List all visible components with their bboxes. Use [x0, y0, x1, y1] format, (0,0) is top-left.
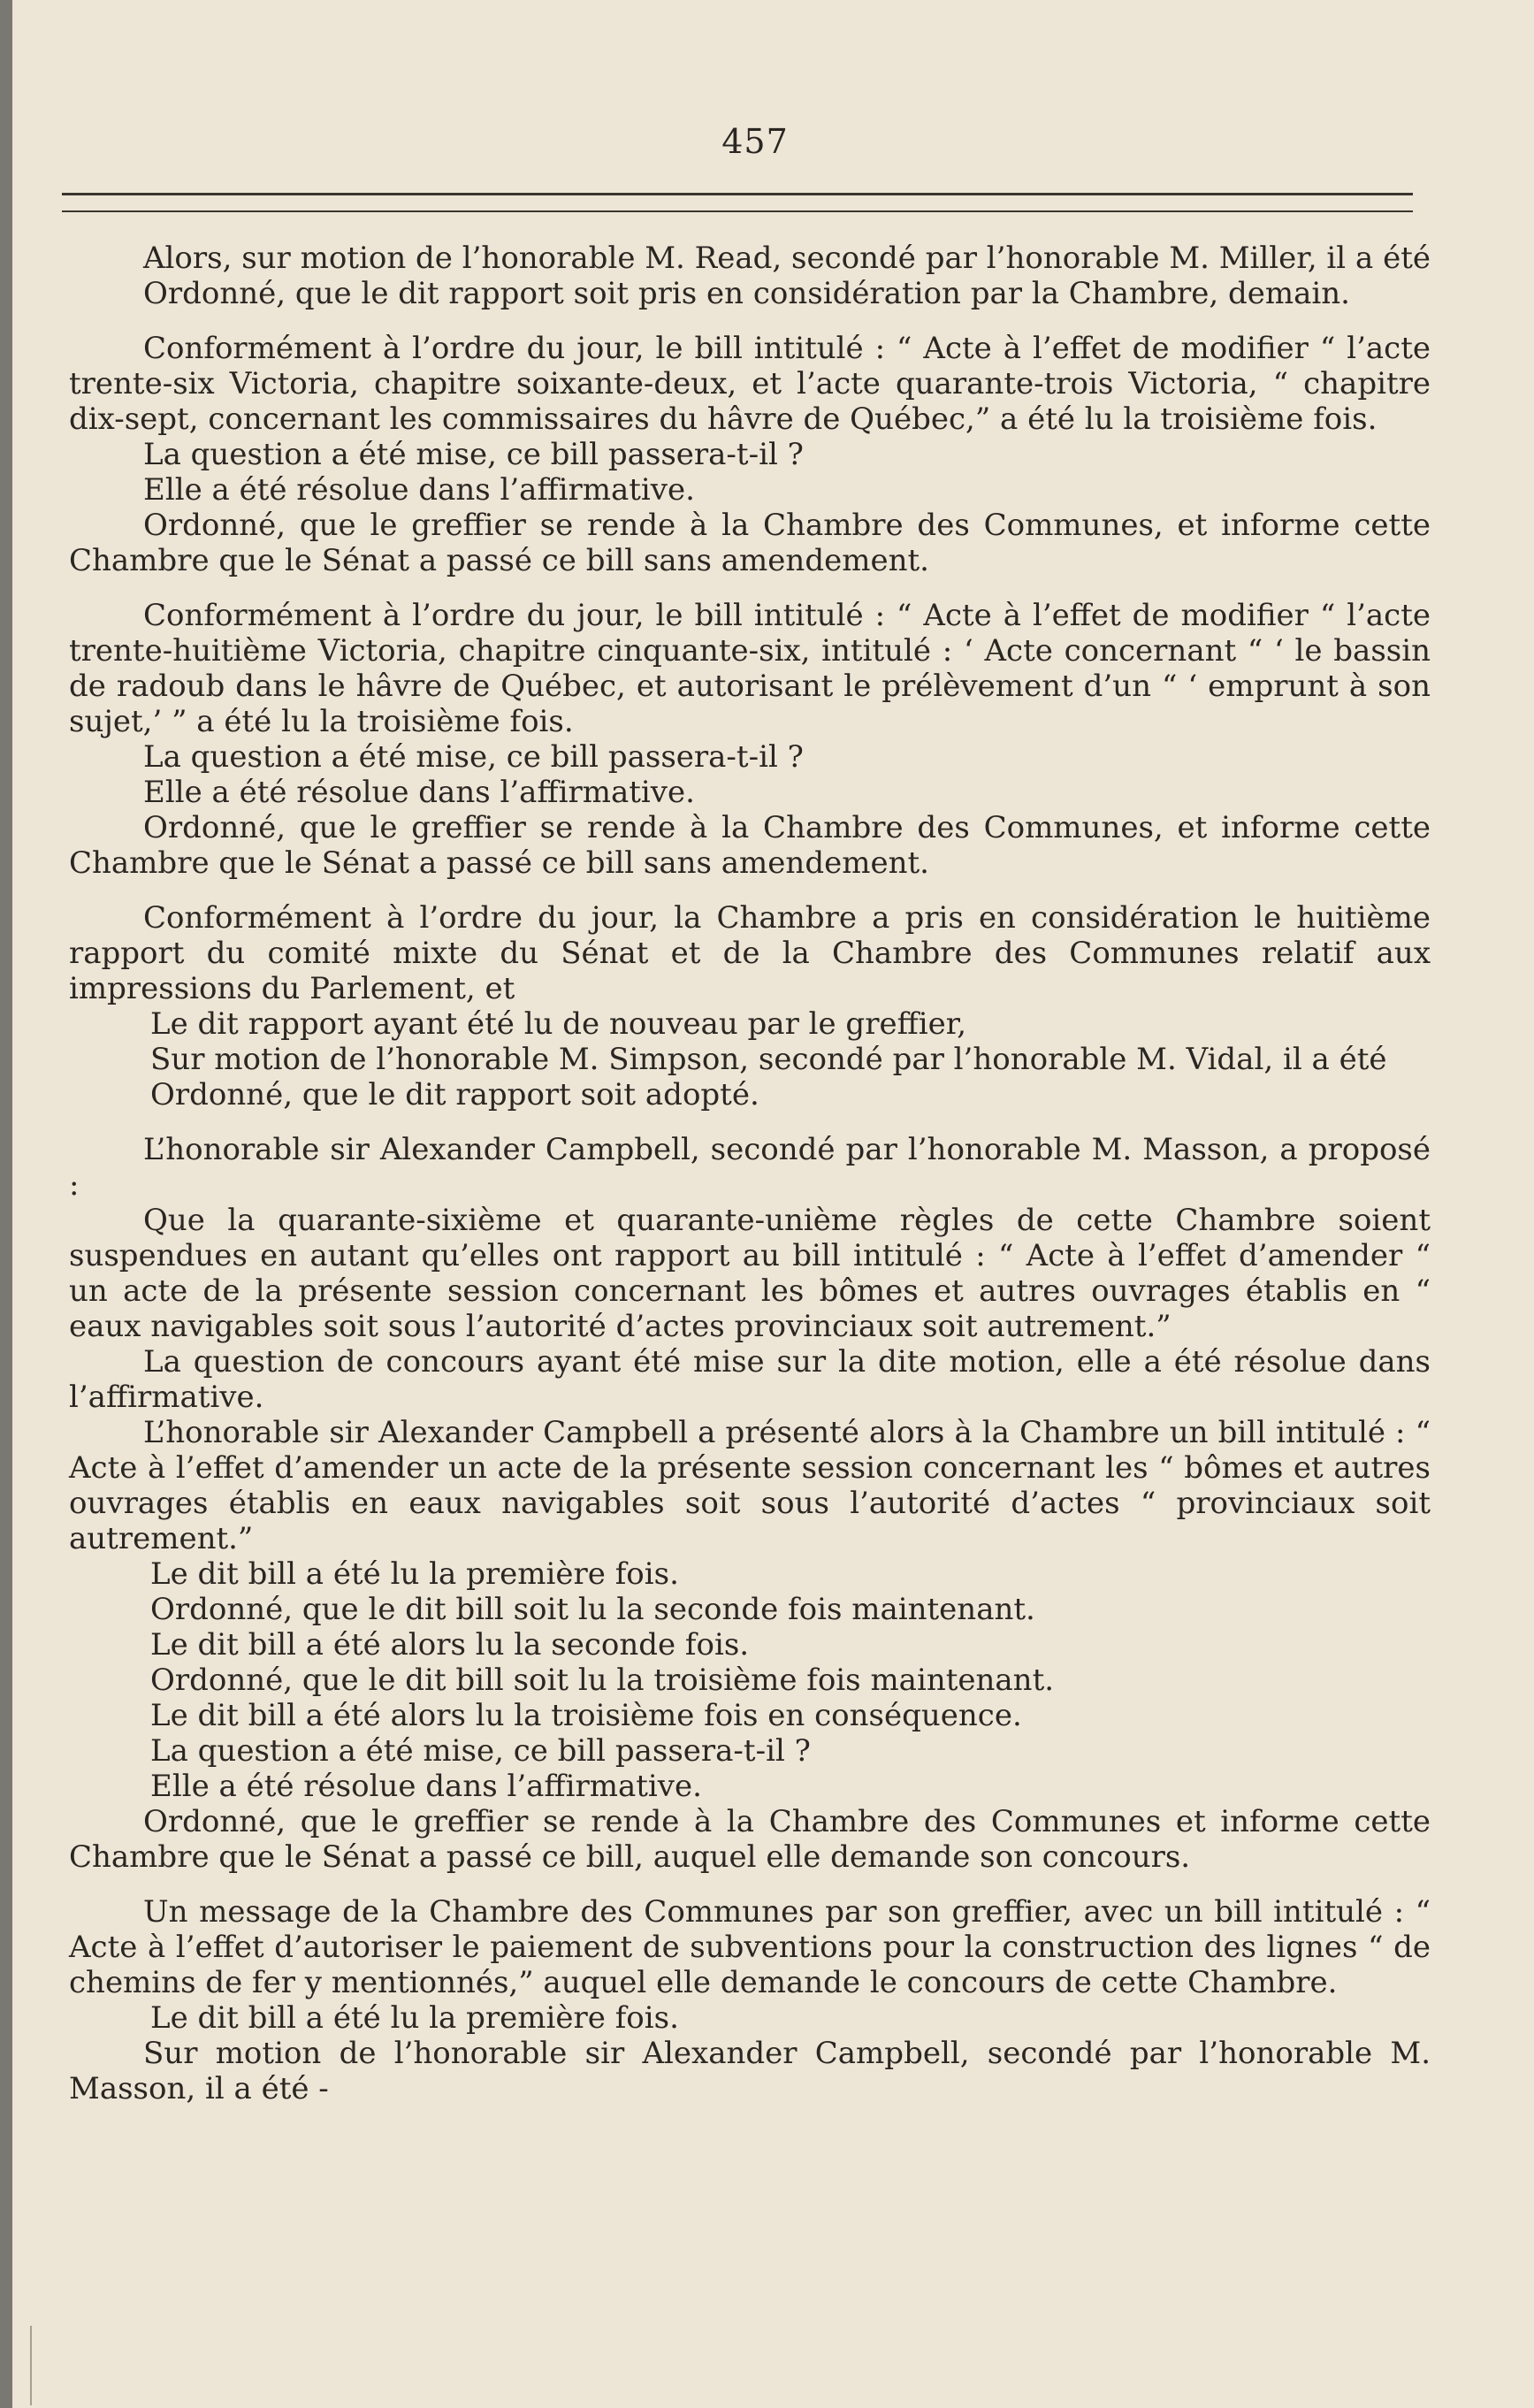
paragraph: L’honorable sir Alexander Campbell a présenté alors à la Chambre un bill intitulé : “ Acte à l’effet d’amender un acte de la présente session concernant les “ bômes et autres ouvrages établis en eaux navigables soit sous l’autorité d’actes “ provinciaux soit autrement.”	[69, 1415, 1431, 1556]
paragraph: Elle a été résolue dans l’affirmative.	[150, 1769, 702, 1804]
paragraph: La question a été mise, ce bill passera-t-il ?	[143, 437, 804, 472]
paragraph: Conformément à l’ordre du jour, le bill intitulé : “ Acte à l’effet de modifier “ l’acte trente-huitième Victoria, chapitre cinquante-six, intitulé : ‘ Acte concernant “ ‘ le bassin de radoub dans le hâvre de Québec, et autorisant le prélèvement d’un “ ‘ emprunt à son sujet,’ ” a été lu la troisième fois.	[69, 598, 1431, 739]
paragraph: La question a été mise, ce bill passera-t-il ?	[150, 1733, 811, 1769]
paragraph: Que la quarante-sixième et quarante-unième règles de cette Chambre soient suspendues en autant qu’elles ont rapport au bill intitulé : “ Acte à l’effet d’amender “ un acte de la présente session concernant les bômes et autres ouvrages établis en “ eaux navigables soit sous l’autorité d’actes provinciaux soit autrement.”	[69, 1203, 1431, 1344]
paragraph: La question a été mise, ce bill passera-t-il ?	[143, 739, 804, 775]
body-text	[69, 241, 1431, 2106]
paragraph: Alors, sur motion de l’honorable M. Read, secondé par l’honorable M. Miller, il a été	[143, 241, 1431, 276]
paragraph: Ordonné, que le greffier se rende à la Chambre des Communes et informe cette Chambre que le Sénat a passé ce bill, auquel elle demande son concours.	[69, 1804, 1431, 1875]
paragraph: Elle a été résolue dans l’affirmative.	[143, 775, 695, 810]
paragraph: La question de concours ayant été mise sur la dite motion, elle a été résolue dans l’affirmative.	[69, 1344, 1431, 1415]
paragraph: Le dit bill a été alors lu la seconde fois.	[150, 1627, 750, 1663]
paragraph: Ordonné, que le dit bill soit lu la troisième fois maintenant.	[150, 1663, 1055, 1698]
paragraph: L’honorable sir Alexander Campbell, secondé par l’honorable M. Masson, a proposé :	[69, 1132, 1431, 1203]
paragraph: Ordonné, que le dit rapport soit pris en considération par la Chambre, demain.	[143, 276, 1350, 311]
paragraph: Ordonné, que le greffier se rende à la Chambre des Communes, et informe cette Chambre que le Sénat a passé ce bill sans amendement.	[69, 508, 1431, 578]
paragraph: Conformément à l’ordre du jour, le bill intitulé : “ Acte à l’effet de modifier “ l’acte trente-six Victoria, chapitre soixante-deux, et l’acte quarante-trois Victoria, “ chapitre dix-sept, concernant les commissaires du hâvre de Québec,” a été lu la troisième fois.	[69, 331, 1431, 437]
paragraph: Le dit bill a été alors lu la troisième fois en conséquence.	[150, 1698, 1022, 1733]
paragraph: Ordonné, que le dit rapport soit adopté.	[150, 1077, 759, 1112]
document-page	[12, 0, 1534, 2408]
page-number: 457	[721, 122, 789, 161]
paragraph: Sur motion de l’honorable sir Alexander Campbell, secondé par l’honorable M. Masson, il a été -	[69, 2036, 1431, 2106]
paragraph: Le dit rapport ayant été lu de nouveau par le greffier,	[150, 1006, 967, 1042]
paragraph: Elle a été résolue dans l’affirmative.	[143, 472, 695, 508]
header-rule-top	[62, 193, 1413, 195]
paragraph: Un message de la Chambre des Communes par son greffier, avec un bill intitulé : “ Acte à l’effet d’autoriser le paiement de subventions pour la construction des lignes “ de chemins de fer y mentionnés,” auquel elle demande le concours de cette Chambre.	[69, 1894, 1431, 2000]
paragraph: Sur motion de l’honorable M. Simpson, secondé par l’honorable M. Vidal, il a été	[150, 1042, 1387, 1077]
margin-mark	[30, 2326, 32, 2405]
header-rule-bottom	[62, 210, 1413, 212]
paragraph: Le dit bill a été lu la première fois.	[150, 1556, 679, 1592]
paragraph: Ordonné, que le dit bill soit lu la seconde fois maintenant.	[150, 1592, 1035, 1627]
paragraph: Le dit bill a été lu la première fois.	[150, 2000, 679, 2036]
paragraph: Conformément à l’ordre du jour, la Chambre a pris en considération le huitième rapport du comité mixte du Sénat et de la Chambre des Communes relatif aux impressions du Parlement, et	[69, 900, 1431, 1006]
paragraph: Ordonné, que le greffier se rende à la Chambre des Communes, et informe cette Chambre que le Sénat a passé ce bill sans amendement.	[69, 810, 1431, 881]
